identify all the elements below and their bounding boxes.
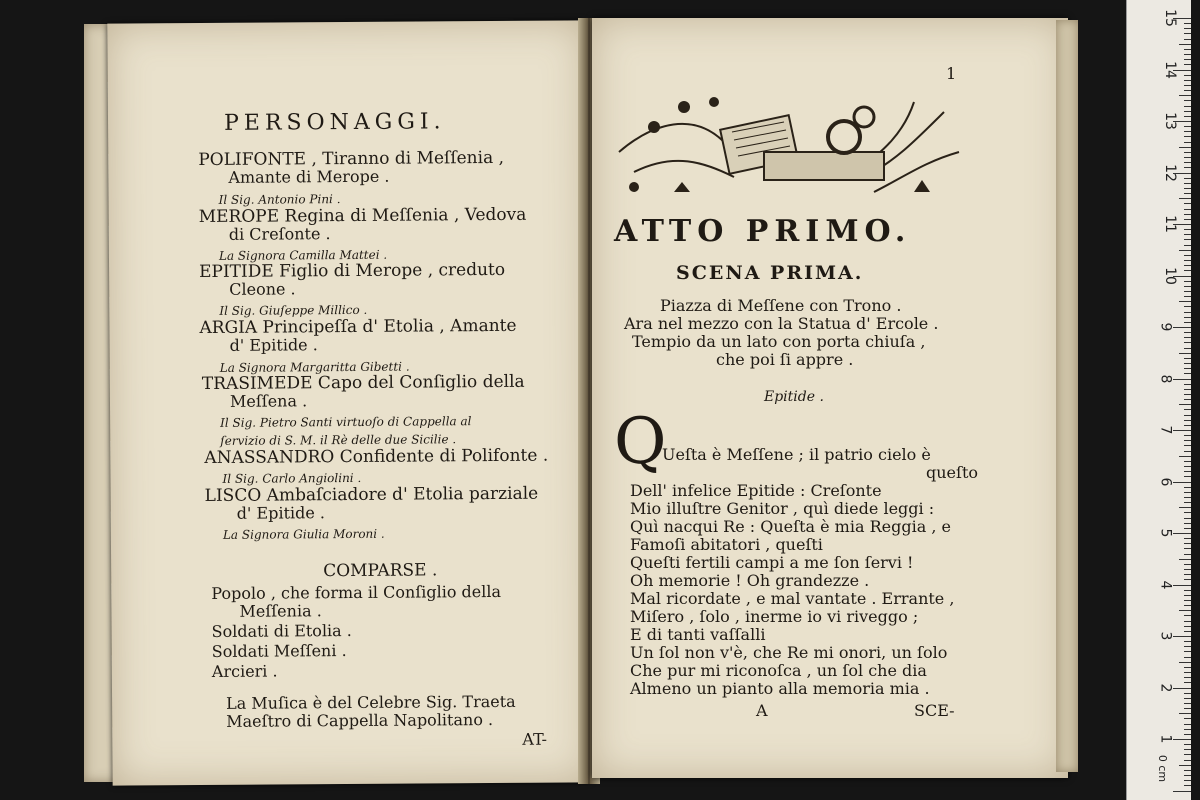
ruler-tick xyxy=(1184,631,1191,632)
ruler-tick xyxy=(1179,404,1191,405)
ruler-tick xyxy=(1184,487,1191,488)
ruler-tick xyxy=(1184,229,1191,230)
ruler-tick xyxy=(1184,286,1191,287)
ruler-tick xyxy=(1184,523,1191,524)
ruler-tick xyxy=(1184,281,1191,282)
ruler-tick xyxy=(1173,688,1191,689)
ruler-tick xyxy=(1184,28,1191,29)
comparse-line: Arcieri . xyxy=(211,661,278,681)
cast-line: MEROPE Regina di Meſſenia , Vedova xyxy=(198,204,527,228)
ruler-tick xyxy=(1173,482,1191,483)
ruler-tick xyxy=(1184,265,1191,266)
setting-line: Piazza di Meſſene con Trono . xyxy=(660,296,902,315)
ruler-tick xyxy=(1184,260,1191,261)
cast-singer: Il Sig. Carlo Angiolini . xyxy=(222,470,362,486)
ruler-tick xyxy=(1184,724,1191,725)
verse-line: Mio illuſtre Genitor , quì diede leggi : xyxy=(630,499,935,518)
ruler-tick xyxy=(1184,100,1191,101)
ruler-tick xyxy=(1184,178,1191,179)
ruler-tick xyxy=(1184,111,1191,112)
ruler-tick xyxy=(1184,677,1191,678)
verse-line: Che pur mi riconoſca , un ſol che dia xyxy=(630,661,927,680)
ruler-tick xyxy=(1184,116,1191,117)
ruler-tick xyxy=(1184,131,1191,132)
ruler-tick xyxy=(1179,147,1191,148)
ruler-tick xyxy=(1184,167,1191,168)
ruler-number: 3 xyxy=(1157,631,1174,641)
ruler-tick xyxy=(1184,337,1191,338)
cast-line: POLIFONTE , Tiranno di Meſſenia , xyxy=(198,147,505,171)
ruler-tick xyxy=(1184,425,1191,426)
cast-singer: La Signora Giulia Moroni . xyxy=(222,526,385,542)
catchword: AT- xyxy=(522,729,548,749)
ruler-tick xyxy=(1173,327,1191,328)
ruler-tick xyxy=(1184,502,1191,503)
ruler-tick xyxy=(1184,734,1191,735)
ruler-tick xyxy=(1184,126,1191,127)
ruler-tick xyxy=(1173,379,1191,380)
ruler-tick xyxy=(1184,255,1191,256)
ornament-vignette-icon xyxy=(614,82,974,212)
ruler-tick xyxy=(1184,23,1191,24)
ruler-tick xyxy=(1184,528,1191,529)
ruler-tick xyxy=(1184,698,1191,699)
ruler-tick xyxy=(1184,384,1191,385)
cast-line: LISCO Ambaſciadore d' Etolia parziale xyxy=(204,483,539,507)
ruler-tick xyxy=(1184,389,1191,390)
ruler-tick xyxy=(1184,693,1191,694)
drop-cap: Q xyxy=(614,405,667,479)
ruler-tick xyxy=(1184,770,1191,771)
ruler-tick xyxy=(1184,703,1191,704)
ruler-tick xyxy=(1184,54,1191,55)
ruler-tick xyxy=(1184,595,1191,596)
ruler-tick xyxy=(1184,579,1191,580)
ruler-tick xyxy=(1184,188,1191,189)
ruler-tick xyxy=(1184,363,1191,364)
ruler-tick xyxy=(1184,296,1191,297)
ruler-tick xyxy=(1173,791,1191,792)
setting-line: Ara nel mezzo con la Statua d' Ercole . xyxy=(624,314,939,333)
verse-line: E di tanti vaſſalli xyxy=(630,625,766,644)
cast-singer: Il Sig. Antonio Pini . xyxy=(218,192,341,207)
cast-line: d' Epitide . xyxy=(236,503,326,523)
cast-singer: La Signora Margaritta Gibetti . xyxy=(219,359,410,375)
cast-singer: Il Sig. Pietro Santi virtuoſo di Cappella al xyxy=(220,414,472,430)
ruler-tick xyxy=(1184,435,1191,436)
ruler-tick xyxy=(1184,641,1191,642)
ruler-tick xyxy=(1184,234,1191,235)
ruler-tick xyxy=(1184,554,1191,555)
ruler-tick xyxy=(1184,409,1191,410)
ruler-tick xyxy=(1179,456,1191,457)
ruler-number: 10 xyxy=(1161,266,1178,285)
ruler-tick xyxy=(1179,507,1191,508)
ruler-number: 4 xyxy=(1157,580,1174,589)
ruler-tick xyxy=(1184,445,1191,446)
music-note-line: Maeſtro di Cappella Napolitano . xyxy=(226,710,494,731)
comparse-line: Soldati di Etolia . xyxy=(211,620,352,641)
ruler-tick xyxy=(1173,430,1191,431)
ruler-tick xyxy=(1184,461,1191,462)
ruler-tick xyxy=(1184,373,1191,374)
ruler-tick xyxy=(1179,95,1191,96)
verse-line: Miſero , ſolo , inerme io vi riveggo ; xyxy=(630,607,919,626)
verse-line: Quì nacqui Re : Queſta è mia Reggia , e xyxy=(630,517,951,536)
ruler-number: 7 xyxy=(1157,425,1174,435)
verse-line: Mal ricordate , e mal vantate . Errante , xyxy=(630,589,955,608)
music-note-line: La Muſica è del Celebre Sig. Traeta xyxy=(226,691,516,713)
ruler-tick xyxy=(1184,548,1191,549)
ruler-tick xyxy=(1179,765,1191,766)
ruler-tick xyxy=(1184,209,1191,210)
ruler-tick xyxy=(1184,214,1191,215)
ruler-tick xyxy=(1184,744,1191,745)
comparse-heading: COMPARSE . xyxy=(323,560,438,582)
ruler-tick xyxy=(1184,667,1191,668)
ruler-tick xyxy=(1184,538,1191,539)
right-page xyxy=(592,18,1068,778)
ruler-tick xyxy=(1184,394,1191,395)
right-page-edge xyxy=(1056,20,1078,772)
ruler-tick xyxy=(1184,342,1191,343)
speaker-name: Epitide . xyxy=(764,389,824,405)
ruler-tick xyxy=(1184,415,1191,416)
ruler-tick xyxy=(1184,621,1191,622)
ruler-tick xyxy=(1184,615,1191,616)
ruler-number: 1 xyxy=(1157,734,1174,744)
ruler-tick xyxy=(1184,80,1191,81)
cast-line: TRASIMEDE Capo del Conſiglio della xyxy=(201,371,525,395)
cast-line: Meſſena . xyxy=(229,391,308,411)
verse-line: Dell' infelice Epitide : Creſonte xyxy=(630,481,882,500)
ruler-tick xyxy=(1184,90,1191,91)
ruler-tick xyxy=(1184,605,1191,606)
ruler-tick xyxy=(1184,245,1191,246)
ruler-tick xyxy=(1184,399,1191,400)
ruler-number: 14 xyxy=(1161,60,1178,79)
ruler-tick xyxy=(1173,585,1191,586)
ruler-tick xyxy=(1184,476,1191,477)
ruler-tick xyxy=(1184,471,1191,472)
verse-line: queſto xyxy=(926,463,978,482)
ruler-tick xyxy=(1184,749,1191,750)
ruler-tick xyxy=(1184,518,1191,519)
measurement-ruler xyxy=(1126,0,1191,800)
ruler-tick xyxy=(1184,219,1191,220)
ruler-tick xyxy=(1179,198,1191,199)
ruler-tick xyxy=(1179,44,1191,45)
cast-line: ANASSANDRO Confidente di Polifonte . xyxy=(204,445,549,469)
ruler-number: 6 xyxy=(1157,477,1174,486)
ruler-tick xyxy=(1179,301,1191,302)
verse-line: Queſti fertili campi a me ſon ſervi ! xyxy=(630,553,914,572)
cast-singer: La Signora Camilla Mattei . xyxy=(218,247,388,263)
comparse-line: Soldati Meſſeni . xyxy=(211,641,347,661)
ruler-tick xyxy=(1184,760,1191,761)
ruler-tick xyxy=(1184,646,1191,647)
cast-line: Cleone . xyxy=(229,279,296,299)
ruler-number: 9 xyxy=(1157,322,1174,332)
ruler-tick xyxy=(1184,569,1191,570)
ruler-number: 11 xyxy=(1161,215,1178,233)
ruler-tick xyxy=(1184,203,1191,204)
ruler-tick xyxy=(1184,657,1191,658)
setting-line: che poi ſi appre . xyxy=(716,350,854,369)
ruler-tick xyxy=(1184,564,1191,565)
ruler-number: 5 xyxy=(1157,528,1174,538)
ruler-tick xyxy=(1184,729,1191,730)
ruler-tick xyxy=(1184,322,1191,323)
verse-line: Un ſol non v'è, che Re mi onori, un ſolo xyxy=(630,643,948,662)
ruler-tick xyxy=(1184,512,1191,513)
ruler-tick xyxy=(1184,312,1191,313)
ruler-tick xyxy=(1184,651,1191,652)
ruler-tick xyxy=(1173,533,1191,534)
verse-line: Almeno un pianto alla memoria mia . xyxy=(630,679,930,698)
ruler-tick xyxy=(1184,136,1191,137)
cast-singer: ſervizio di S. M. il Rè delle due Sicilie . xyxy=(220,432,457,448)
ruler-tick xyxy=(1184,754,1191,755)
ruler-tick xyxy=(1184,543,1191,544)
cast-line: EPITIDE Figlio di Merope , creduto xyxy=(199,259,506,283)
verse-line: Oh memorie ! Oh grandezze . xyxy=(630,571,870,590)
ruler-tick xyxy=(1184,682,1191,683)
ruler-tick xyxy=(1184,420,1191,421)
ruler-tick xyxy=(1184,85,1191,86)
ruler-tick xyxy=(1184,75,1191,76)
ruler-tick xyxy=(1184,466,1191,467)
ruler-tick xyxy=(1184,39,1191,40)
ruler-tick xyxy=(1184,152,1191,153)
ruler-tick xyxy=(1184,239,1191,240)
ruler-tick xyxy=(1184,672,1191,673)
ruler-tick xyxy=(1184,193,1191,194)
ruler-tick xyxy=(1173,636,1191,637)
ruler-tick xyxy=(1184,106,1191,107)
ruler-tick xyxy=(1184,157,1191,158)
ruler-tick xyxy=(1184,451,1191,452)
ruler-tick xyxy=(1184,775,1191,776)
cast-line: di Creſonte . xyxy=(228,224,331,244)
left-page xyxy=(107,20,590,785)
ruler-tick xyxy=(1184,574,1191,575)
ruler-tick xyxy=(1184,348,1191,349)
ruler-tick xyxy=(1184,183,1191,184)
ruler-tick xyxy=(1184,162,1191,163)
ruler-tick xyxy=(1179,713,1191,714)
ruler-tick xyxy=(1184,142,1191,143)
ruler-number: 2 xyxy=(1157,683,1174,692)
page-number: 1 xyxy=(946,64,957,83)
cast-singer: Il Sig. Giuſeppe Millico . xyxy=(219,302,368,318)
personaggi-heading: PERSONAGGI. xyxy=(223,109,446,136)
comparse-line: Meſſenia . xyxy=(239,601,322,621)
catchword: SCE- xyxy=(914,701,955,720)
ruler-tick xyxy=(1184,492,1191,493)
verse-line: Ueſta è Meſſene ; il patrio cielo è xyxy=(662,445,931,464)
ruler-number: 12 xyxy=(1161,163,1178,182)
ruler-tick xyxy=(1173,739,1191,740)
comparse-line: Popolo , che forma il Conſiglio della xyxy=(211,581,502,603)
verse-line: Famoſi abitatori , queſti xyxy=(630,535,823,554)
ruler-tick xyxy=(1184,440,1191,441)
ruler-tick xyxy=(1184,708,1191,709)
setting-line: Tempio da un lato con porta chiuſa , xyxy=(632,332,926,351)
signature-mark: A xyxy=(756,701,768,720)
ruler-tick xyxy=(1179,353,1191,354)
ruler-tick xyxy=(1179,559,1191,560)
cast-line: ARGIA Principeſſa d' Etolia , Amante xyxy=(199,315,517,339)
ruler-tick xyxy=(1184,64,1191,65)
ruler-tick xyxy=(1184,590,1191,591)
ruler-number: 13 xyxy=(1161,112,1178,130)
cast-line: d' Epitide . xyxy=(229,335,318,355)
ruler-tick xyxy=(1179,662,1191,663)
ruler-tick xyxy=(1184,317,1191,318)
ruler-number: 8 xyxy=(1157,374,1174,383)
ruler-number: 15 xyxy=(1161,9,1178,27)
ruler-tick xyxy=(1184,780,1191,781)
ruler-tick xyxy=(1184,600,1191,601)
ruler-tick xyxy=(1184,626,1191,627)
act-title: ATTO PRIMO. xyxy=(614,214,912,249)
ruler-tick xyxy=(1184,270,1191,271)
ruler-tick xyxy=(1184,368,1191,369)
ruler-tick xyxy=(1184,497,1191,498)
ruler-tick xyxy=(1184,718,1191,719)
ruler-tick xyxy=(1184,358,1191,359)
ruler-tick xyxy=(1184,49,1191,50)
ruler-tick xyxy=(1184,33,1191,34)
ruler-tick xyxy=(1184,59,1191,60)
cast-line: Amante di Merope . xyxy=(228,166,390,187)
ruler-tick xyxy=(1184,291,1191,292)
ruler-tick xyxy=(1184,332,1191,333)
ruler-unit-label: 0 cm xyxy=(1156,754,1170,783)
scene-title: SCENA PRIMA. xyxy=(676,262,864,284)
ruler-tick xyxy=(1184,785,1191,786)
ruler-tick xyxy=(1179,610,1191,611)
ruler-tick xyxy=(1179,250,1191,251)
ruler-tick xyxy=(1184,306,1191,307)
